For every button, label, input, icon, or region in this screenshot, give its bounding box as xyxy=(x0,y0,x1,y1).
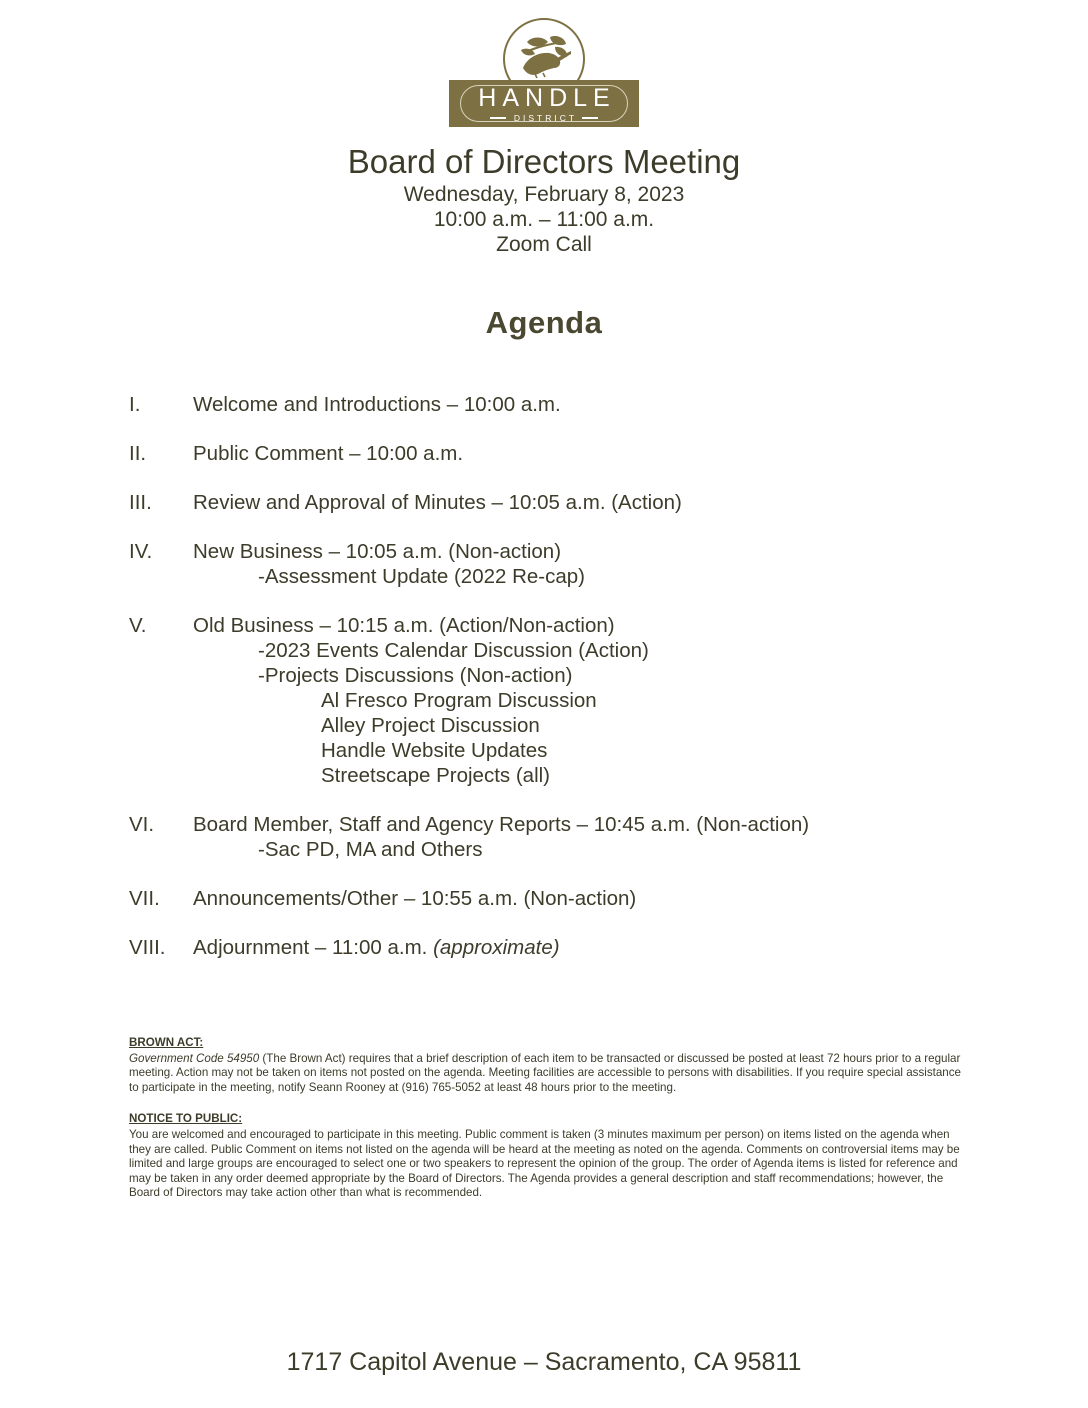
meeting-time: 10:00 a.m. – 11:00 a.m. xyxy=(433,208,655,231)
agenda-list xyxy=(129,392,989,984)
legal-notices xyxy=(129,1036,969,1201)
agenda-item-title: Board Member, Staff and Agency Reports – 10:45 a.m. (Non-action) xyxy=(193,813,810,836)
agenda-item-numeral: VIII. xyxy=(129,936,166,959)
organization-logo xyxy=(0,18,1088,136)
agenda-subsubitem: Handle Website Updates xyxy=(321,739,548,762)
agenda-item-title-text: Adjournment – 11:00 a.m. xyxy=(193,936,434,959)
brown-act-body-text: (The Brown Act) requires that a brief description of each item to be transacted or discussed be posted at least 72 hours prior to a regular meeting. Action may not be taken on items not posted on the agenda. Meeting facilities are accessible to persons with disabilities. If you require special assistance to participate in the meeting, notify Seann Rooney at (916) 765-5052 at least 48 hours prior to the meeting. xyxy=(129,1051,961,1094)
agenda-item-title: Public Comment – 10:00 a.m. xyxy=(193,442,464,465)
agenda-subitem: -Projects Discussions (Non-action) xyxy=(258,664,573,687)
agenda-heading: Agenda xyxy=(485,305,603,340)
agenda-item-body xyxy=(193,613,989,788)
brown-act-heading: BROWN ACT: xyxy=(129,1036,204,1049)
banner-dash-left xyxy=(490,117,506,118)
agenda-item-numeral: III. xyxy=(129,491,152,514)
agenda-item xyxy=(129,392,989,417)
agenda-item-body xyxy=(193,392,989,417)
logo-banner xyxy=(449,80,639,127)
agenda-subsubitem: Streetscape Projects (all) xyxy=(321,764,551,787)
logo-wordmark: HANDLE xyxy=(478,83,616,112)
agenda-item-body xyxy=(193,539,989,589)
agenda-subitem: -Sac PD, MA and Others xyxy=(258,838,483,861)
agenda-item-numeral: V. xyxy=(129,614,147,637)
agenda-item xyxy=(129,613,989,788)
agenda-item-title: Review and Approval of Minutes – 10:05 a.m. (Action) xyxy=(193,491,682,514)
document-header xyxy=(0,142,1088,257)
agenda-item-body xyxy=(193,441,989,466)
logo-subwordmark-row xyxy=(490,114,598,123)
agenda-item xyxy=(129,812,989,862)
agenda-item-body xyxy=(193,812,989,862)
agenda-item-title: Welcome and Introductions – 10:00 a.m. xyxy=(193,393,561,416)
agenda-item-numeral: VII. xyxy=(129,887,160,910)
agenda-item-title: Announcements/Other – 10:55 a.m. (Non-action) xyxy=(193,887,637,910)
logo-subwordmark: DISTRICT xyxy=(513,112,578,123)
brown-act-code-citation: Government Code 54950 xyxy=(129,1051,260,1065)
meeting-date: Wednesday, February 8, 2023 xyxy=(403,183,685,206)
agenda-item-body xyxy=(193,935,989,960)
banner-dash-right xyxy=(582,117,598,118)
page-title: Board of Directors Meeting xyxy=(347,143,741,180)
notice-to-public-heading: NOTICE TO PUBLIC: xyxy=(129,1112,243,1126)
logo-wrapper xyxy=(449,18,639,136)
agenda-item-title xyxy=(193,935,989,960)
agenda-item xyxy=(129,441,989,466)
agenda-item xyxy=(129,539,989,589)
agenda-item xyxy=(129,490,989,515)
meeting-location: Zoom Call xyxy=(496,233,592,256)
agenda-item-numeral: II. xyxy=(129,442,147,465)
agenda-item-title-note: (approximate) xyxy=(433,936,560,959)
agenda-item-numeral: VI. xyxy=(129,813,155,836)
agenda-item-body xyxy=(193,490,989,515)
brown-act-body xyxy=(129,1052,969,1096)
brown-act-block xyxy=(129,1036,969,1095)
agenda-subsubitem: Alley Project Discussion xyxy=(321,714,540,737)
agenda-item-title: Old Business – 10:15 a.m. (Action/Non-action) xyxy=(193,614,615,637)
footer-address: 1717 Capitol Avenue – Sacramento, CA 95811 xyxy=(286,1348,802,1376)
agenda-subsubitem: Al Fresco Program Discussion xyxy=(321,689,597,712)
agenda-item-numeral: IV. xyxy=(129,540,153,563)
agenda-item-title: New Business – 10:05 a.m. (Non-action) xyxy=(193,540,562,563)
agenda-subitem: -Assessment Update (2022 Re-cap) xyxy=(258,565,586,588)
agenda-item-numeral: I. xyxy=(129,393,141,416)
agenda-item xyxy=(129,935,989,960)
agenda-item xyxy=(129,886,989,911)
notice-to-public-block xyxy=(129,1112,969,1201)
notice-to-public-body: You are welcomed and encouraged to participate in this meeting. Public comment is taken (3 minutes maximum per person) on items listed on the agenda when they are called. Public Comment on items not listed on the agenda will be heard at the meeting as noted on the agenda. Comments on controversial items may be limited and large groups are encouraged to select one or two speakers to represent the opinion of the group. The order of Agenda items is listed for reference and may be taken in any order deemed appropriate by the Board of Directors. The Agenda provides a general description and staff recommendations; however, the Board of Directors may take action other than what is recommended. xyxy=(129,1127,960,1200)
agenda-item-body xyxy=(193,886,989,911)
agenda-subitem: -2023 Events Calendar Discussion (Action) xyxy=(258,639,649,662)
